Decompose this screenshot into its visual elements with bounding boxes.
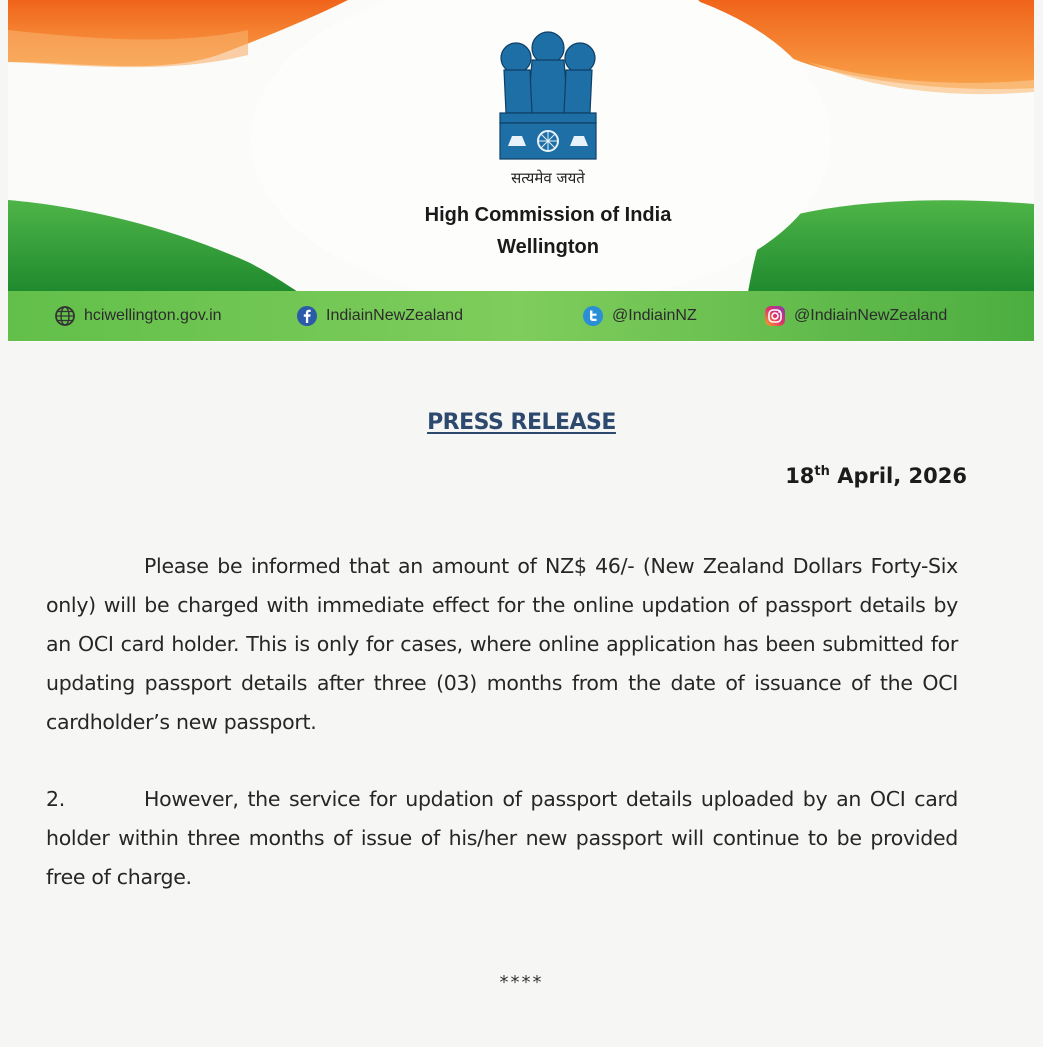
office-name: High Commission of India bbox=[424, 204, 672, 226]
facebook-text: IndiainNewZealand bbox=[326, 307, 463, 324]
date-day: 18 bbox=[785, 464, 815, 488]
facebook-icon bbox=[296, 305, 318, 327]
contact-facebook[interactable] bbox=[296, 303, 463, 329]
contact-instagram[interactable] bbox=[764, 303, 947, 329]
office-city: Wellington bbox=[497, 236, 599, 258]
end-mark: **** bbox=[499, 972, 544, 993]
website-text: hciwellington.gov.in bbox=[84, 307, 222, 324]
paragraph-2-number: 2. bbox=[46, 787, 65, 811]
paragraph-1: Please be informed that an amount of NZ$ 46/- (New Zealand Dollars Forty-Six only) will be charged with immediate effect for the online updation of passport details by an OCI card holder. This is only for cases, where online application has been submitted for updating passport details after three (03) months from the date of issuance of the OCI cardholder’s new passport. bbox=[46, 554, 958, 734]
national-emblem-icon bbox=[492, 18, 604, 168]
contact-website[interactable] bbox=[54, 303, 222, 329]
press-release-heading bbox=[0, 410, 1043, 435]
date-suffix: th bbox=[814, 464, 830, 479]
instagram-icon bbox=[764, 305, 786, 327]
release-date bbox=[785, 464, 967, 488]
twitter-text: @IndiainNZ bbox=[612, 307, 697, 324]
twitter-icon bbox=[582, 305, 604, 327]
heading-text: PRESS RELEASE bbox=[427, 410, 616, 435]
paragraph-2-text: However, the service for updation of passport details uploaded by an OCI card holder within three months of issue of his/her new passport will continue to be provided free of charge. bbox=[46, 787, 958, 889]
letterhead bbox=[8, 0, 1034, 342]
instagram-text: @IndiainNewZealand bbox=[794, 307, 948, 324]
date-month-year: April, 2026 bbox=[829, 464, 967, 488]
contact-twitter[interactable] bbox=[582, 303, 697, 329]
globe-icon bbox=[54, 305, 76, 327]
emblem-motto: सत्यमेव जयते bbox=[511, 169, 585, 187]
paragraph-2 bbox=[46, 780, 958, 897]
